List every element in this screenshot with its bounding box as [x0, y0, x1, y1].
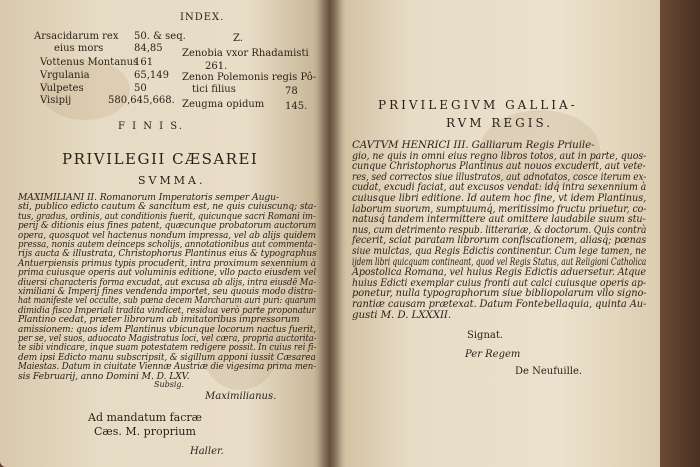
privilege-text-line: opera, quosquot vel hactenus nondum impressa, vel ab alijs quidem [18, 229, 316, 241]
per-regem: Per Regem [465, 349, 521, 360]
index-entry-pages: 261. [205, 61, 228, 72]
index-entry-name: Zeugma opidum [182, 99, 265, 110]
index-entry-pages: 84,85 [134, 43, 163, 54]
privilege-text-line: MAXIMILIANI II. Romanorum Imperatoris semper Augu- [18, 192, 279, 203]
index-entry-pages: 65,149 [134, 70, 169, 81]
index-entry-name: Arsacidarum rex [34, 31, 119, 42]
mandate-line-2: Cæs. M. proprium [94, 425, 196, 438]
royal-text-line: natusq́ tandem intermittere aut omittere laudabile suum stu- [352, 213, 646, 226]
index-entry-pages: 50. & seq. [134, 31, 186, 42]
royal-text-line: gusti M. D. LXXXII. [352, 308, 452, 321]
index-entry-name: Zenon Polemonis regis Pô- [182, 72, 317, 83]
royal-text-line: cudat, excudi faciat, aut excusos vendat: idq́ intra sexennium à [352, 181, 647, 194]
royal-text-line: nus, cum detrimento respub. litterariæ, & doctorum. Quis contrà [352, 223, 647, 236]
subscription-label: Subsig. [154, 380, 185, 389]
index-heading: INDEX. [180, 12, 225, 23]
privilege-subtitle: SVMMA. [138, 174, 206, 187]
index-entry-pages: 145. [285, 101, 308, 112]
privilege-text-line: rijs aucta & illustrata, Christophorus Plantinus eius & typographus [18, 248, 317, 260]
index-entry-pages: 161 [134, 57, 154, 68]
privilege-title: PRIVILEGII CÆSAREI [62, 150, 259, 168]
index-entry-name: eius mors [54, 43, 104, 54]
privilege-text-line: sis Februarij, anno Domini M. D. LXV. [18, 370, 190, 382]
index-entry-name: tici filius [192, 84, 236, 95]
privilege-text-line: dimidia fisco Imperiali tradita vindicet, residua verò parte proponatur [18, 304, 316, 316]
secretary: Haller. [190, 446, 224, 457]
right-page [330, 0, 660, 467]
index-entry-name: Vrgulania [40, 70, 90, 81]
royal-text-line: fecerit, sciat paratam librorum confiscationem, aliasq́; pœnas [352, 234, 647, 247]
royal-text-line: ijdem libri quicquam contineant, quod vel Regis Status, aut Religioni Catholica [352, 255, 647, 268]
left-page [0, 0, 330, 467]
royal-text-line: huius Edicti exemplar cuius fronti aut calci cuiusque operis ap- [352, 276, 646, 289]
privilege-text-line: perij & ditionis eius fines patent, quæcunque probatorum auctorum [18, 220, 317, 232]
privilege-text-line: Antuerpiensis primus typis procuderit, intra proximum sexennium à [18, 257, 316, 269]
index-entry-pages: 580,645,668. [108, 95, 175, 106]
privilege-text-line: Plantino cedat, præter librorum ab imitatoribus impressorum [18, 314, 300, 326]
index-entry-name: Vulpetes [40, 83, 84, 94]
signat: Signat. [467, 330, 504, 341]
privilege-text-line: diuersi characteris forma excudat, aut excusa ab alijs, intra eiusdē Ma- [18, 276, 317, 288]
privilege-text-line: sti, publico edicto cautum & sancitum est, ne quis cuiuscunq; sta- [18, 201, 317, 213]
mandate-line-1: Ad mandatum facræ [88, 411, 202, 424]
royal-title-line-1: PRIVILEGIVM GALLIA- [378, 98, 578, 112]
privilege-text-line: pressa, nonis autem deinceps scholijs, annotationibus aut commenta- [18, 239, 316, 250]
index-entry-name: Visipij [40, 95, 72, 106]
privilege-text-line: ximiliani & Imperij fines vendenda importet, seu quouis modo distra- [18, 286, 317, 297]
royal-text-line: rantiæ causam prætexat. Datum Fontebellaquia, quinta Au- [352, 298, 647, 310]
royal-text-line: laborum suorum, sumptuumq́, meritissimo fructu priuetur, co- [352, 202, 647, 215]
royal-text-line: cuiusque libri editione. Id autem hoc fine, vt idem Plantinus, [352, 192, 647, 204]
index-entry-name: Zenobia vxor Rhadamisti [182, 48, 309, 59]
privilege-text-line: per se, vel suos, aduocato Magistratus loci, vel cæra, propria auctorita- [18, 333, 317, 344]
royal-signer: De Neufuille. [515, 366, 583, 377]
privilege-text-line: amissionem: quos idem Plantinus vbicunque locorum nactus fuerit, [18, 323, 317, 335]
royal-title-line-2: RVM REGIS. [446, 116, 554, 130]
privilege-text-line: te sibi vindicare, inque suam potestatem redigere possit. In cuius rei fi- [18, 342, 317, 354]
privilege-text-line: dem ipsi Edicto manu subscripsit, & sigillum apponi iussit Cæsarea [18, 351, 316, 363]
index-letter-z: Z. [233, 33, 243, 44]
royal-text-line: ponetur, nulla typographorum siue bibliopolarum vllo signo- [352, 287, 647, 300]
page-edges [660, 0, 700, 467]
royal-text-line: gio, ne quis in omni eius regno libros totos, aut in parte, quos- [352, 149, 647, 162]
royal-text-line: CAVTVM HENRICI III. Galliarum Regis Priuile- [352, 139, 595, 151]
finis: F I N I S. [118, 121, 184, 132]
royal-text-line: siue mulctas, qua Regis Edictis continentur. Cum lege tamen, ne [352, 245, 647, 257]
index-entry-pages: 50 [134, 83, 147, 94]
royal-text-line: res, sed correctos siue illustratos, aut adnotatos, cosce iterum ex- [352, 170, 647, 183]
privilege-text-line: Maiestas. Datum in ciuitate Viennæ Austriæ die vigesima prima men- [18, 361, 317, 373]
royal-text-line: Apostolica Romana, vel huius Regis Edictis aduersetur. Atque [352, 266, 646, 279]
privilege-text-line: tus, gradus, ordinis, aut conditionis fuerit, quicunque sacri Romani im- [18, 210, 316, 222]
privilege-text-line: hat manifeste vel occulte, sub pœna decem Marcharum auri puri: quarum [18, 295, 316, 307]
book-gutter [318, 0, 342, 467]
royal-text-line: cunque Christophorus Plantinus aut nouos excuderit, aut vete- [352, 160, 646, 173]
index-entry-name: Vottenus Montanus [40, 57, 139, 68]
privilege-text-line: prima cuiusque operis aut voluminis editione, vllo pacto eiusdem vel [18, 267, 317, 279]
signer: Maximilianus. [205, 391, 277, 402]
index-entry-pages: 78 [285, 86, 298, 97]
